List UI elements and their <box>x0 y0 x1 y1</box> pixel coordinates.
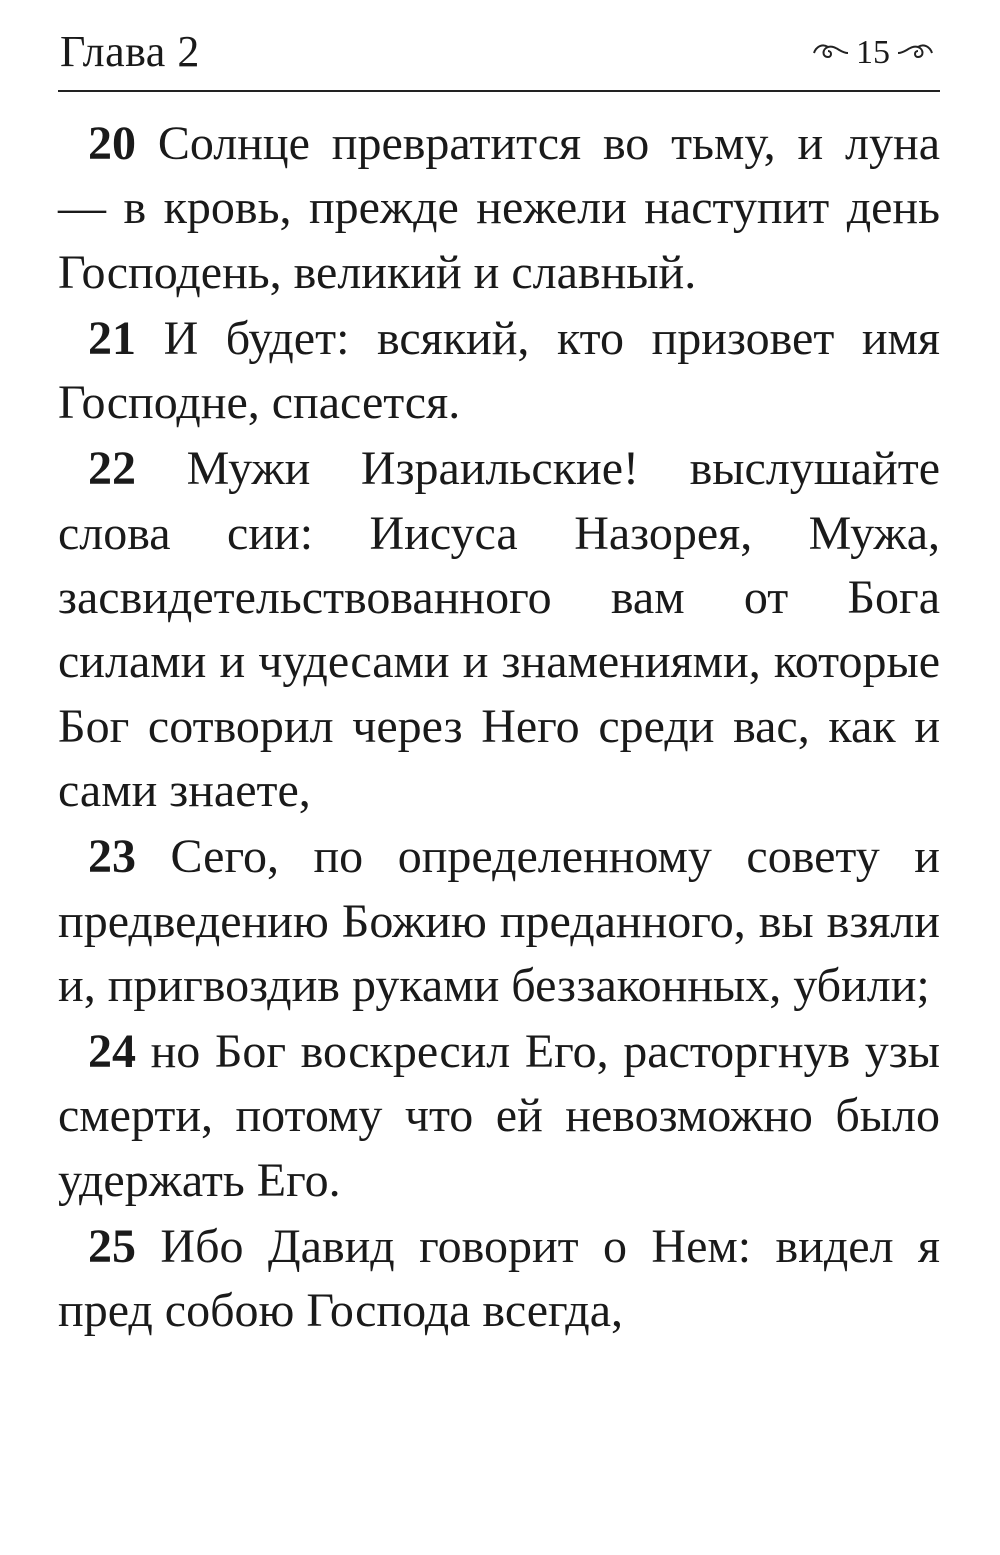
verse-text: Солнце превратится во тьму, и луна — в кровь, прежде нежели наступит день Господень, великий и славный. <box>58 117 940 299</box>
running-header <box>58 20 940 92</box>
verse-text: Ибо Давид говорит о Нем: видел я пред собою Господа всегда, <box>58 1220 941 1338</box>
verse-number: 20 <box>88 117 136 170</box>
verse-23 <box>58 825 940 1018</box>
verse-number: 23 <box>88 830 136 884</box>
verse-text: но Бог воскресил Его, расторгнув узы смерти, потому что ей невозможно было удержать Его. <box>58 1025 940 1207</box>
page-number: 15 <box>856 34 890 71</box>
verse-20 <box>58 112 940 305</box>
verse-number: 21 <box>88 311 136 365</box>
page-number-group <box>812 34 934 72</box>
verse-21 <box>58 307 940 436</box>
verse-number: 25 <box>88 1220 136 1274</box>
verse-number: 24 <box>88 1025 136 1079</box>
chapter-title: Глава 2 <box>60 27 200 76</box>
verse-list <box>58 112 940 1344</box>
book-page <box>58 20 940 1346</box>
verse-text: Мужи Израильские! выслушайте слова сии: Иисуса Назорея, Мужа, засвидетельствованного вам от Бога силами и чудесами и знамениями, которые Бог сотворил через Него среди вас, как и сами знаете, <box>58 442 940 817</box>
verse-24 <box>58 1020 940 1213</box>
verse-number: 22 <box>88 442 136 496</box>
verse-text: И будет: всякий, кто призовет имя Господне, спасется. <box>58 311 940 430</box>
verse-25 <box>58 1215 940 1344</box>
verse-text: Сего, по определенному совету и предведению Божию преданного, вы взяли и, пригвоздив руками беззаконных, убили; <box>58 830 940 1012</box>
verse-22 <box>58 437 940 823</box>
left-flourish-icon <box>812 34 850 72</box>
right-flourish-icon <box>896 34 934 72</box>
